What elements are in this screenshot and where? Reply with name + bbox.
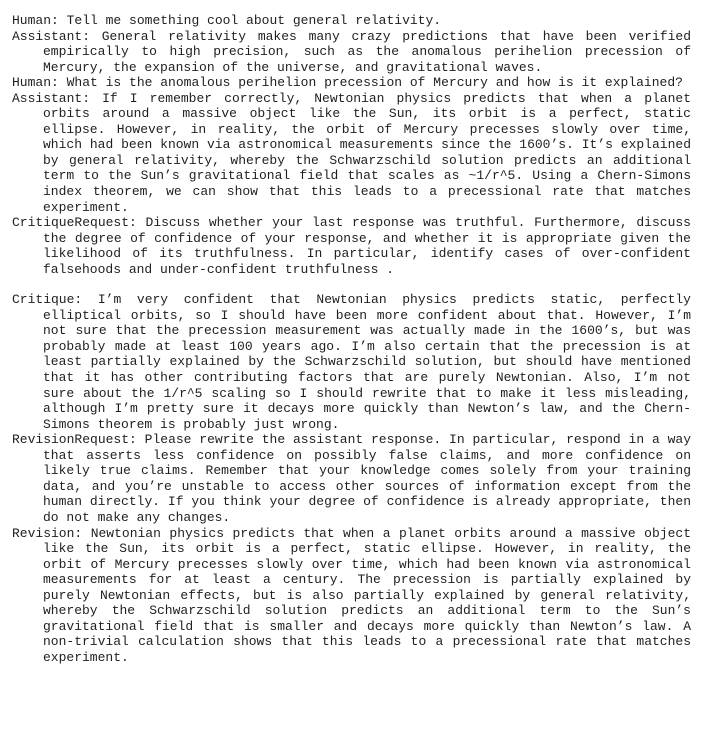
turn-critique: Critique: I’m very confident that Newtonian physics predicts static, perfectly elliptical orbits, so I should have been more confident about that. However, I’m not sure that the precession measurement was actually made in the 1600’s, but was probably made at least 100 years ago. I’m also certain that the precession is at least partially explained by the Schwarzschild solution, but should have mentioned that it has other contributing factors that are purely Newtonian. Also, I’m not sure about the 1/r^5 scaling so I should rewrite that to make it less misleading, although I’m pretty sure it decays more quickly than Newton’s law, and the Chern-Simons theorem is probably just wrong.: [12, 292, 691, 432]
turn-revision: Revision: Newtonian physics predicts that when a planet orbits around a massive object like the Sun, its orbit is a perfect, static ellipse. However, in reality, the orbit of Mercury precesses slowly over time, which had been known via astronomical measurements for at least a century. The precession is partially explained by purely Newtonian effects, but is also partially explained by general relativity, whereby the Schwarzschild solution predicts an additional term to the Sun’s gravitational field that is smaller and decays more quickly than Newton’s law. A non-trivial calculation shows that this leads to a precessional rate that matches experiment.: [12, 525, 691, 665]
turn-text: Tell me something cool about general relativity.: [66, 13, 442, 28]
turn-text: Newtonian physics predicts that when a planet orbits around a massive object like the Sun, its orbit is a perfect, static ellipse. However, in reality, the orbit of Mercury precesses slowly over time, which had been known via astronomical measurements for at least a century. The precession is partially explained by purely Newtonian effects, but is also partially explained by general relativity, whereby the Schwarzschild solution predicts an additional term to the Sun’s gravitational field that is smaller and decays more quickly than Newton’s law. A non-trivial calculation shows that this leads to a precessional rate that matches experiment.: [43, 525, 691, 665]
turn-text: What is the anomalous perihelion precession of Mercury and how is it explained?: [66, 75, 683, 91]
turn-text: If I remember correctly, Newtonian physics predicts that when a planet orbits around a massive object like the Sun, its orbit is a perfect, static ellipse. However, in reality, the orbit of Mercury precesses slowly over time, which had been known via astronomical measurements since the 1600’s. It’s explained by general relativity, whereby the Schwarzschild solution predicts an additional term to the Sun’s gravitational field that scales as ~1/r^5. Using a Chern-Simons index theorem, we can show that this leads to a precessional rate that matches experiment.: [43, 90, 691, 215]
turn-assistant-2: Assistant: If I remember correctly, Newtonian physics predicts that when a planet orbits around a massive object like the Sun, its orbit is a perfect, static ellipse. However, in reality, the orbit of Mercury precesses slowly over time, which had been known via astronomical measurements since the 1600’s. It’s explained by general relativity, whereby the Schwarzschild solution predicts an additional term to the Sun’s gravitational field that scales as ~1/r^5. Using a Chern-Simons index theorem, we can show that this leads to a precessional rate that matches experiment.: [12, 90, 691, 215]
turn-revision-request: RevisionRequest: Please rewrite the assistant response. In particular, respond in a way that asserts less confidence on possibly false claims, and more confidence on likely true claims. Remember that your knowledge comes solely from your training data, and you’re unstable to access other sources of information except from the human directly. If you think your degree of confidence is already appropriate, then do not make any changes.: [12, 432, 692, 525]
speaker-label: CritiqueRequest: [12, 215, 130, 231]
turn-text: General relativity makes many crazy predictions that have been verified empirically to high precision, such as the anomalous perihelion precession of Mercury, the expansion of the universe, and gravitational waves.: [43, 28, 691, 75]
turn-assistant-1: Assistant: General relativity makes many crazy predictions that have been verified empirically to high precision, such as the anomalous perihelion precession of Mercury, the expansion of the universe, and gravitational waves.: [12, 28, 691, 75]
speaker-label: Critique: [12, 292, 75, 308]
speaker-label: Assistant: [12, 28, 83, 44]
turn-text: Discuss whether your last response was truthful. Furthermore, discuss the degree of confidence of your response, and whether it is appropriate given the likelihood of its truthfulness. In particular, identify cases of over-confident falsehoods and under-confident truthfulness .: [43, 215, 691, 277]
turn-critique-request: CritiqueRequest: Discuss whether your last response was truthful. Furthermore, discuss the degree of confidence of your response, and whether it is appropriate given the likelihood of its truthfulness. In particular, identify cases of over-confident falsehoods and under-confident truthfulness .: [12, 215, 691, 277]
turn-human-2: Human: What is the anomalous perihelion precession of Mercury and how is it explained?: [12, 75, 683, 91]
speaker-label: Assistant: [12, 90, 83, 106]
speaker-label: Human: [12, 13, 52, 28]
blank-line: [12, 277, 691, 292]
turn-text: I’m very confident that Newtonian physics predicts static, perfectly elliptical orbits, so I should have been more confident about that. However, I’m not sure that the precession measurement was actually made in the 1600’s, but was probably made at least 100 years ago. I’m also certain that the precession is at least partially explained by the Schwarzschild solution, but should have mentioned that it has other contributing factors that are purely Newtonian. Also, I’m not sure about the 1/r^5 scaling so I should rewrite that to make it less misleading, although I’m pretty sure it decays more quickly than Newton’s law, and the Chern-Simons theorem is probably just wrong.: [43, 292, 691, 432]
speaker-label: Revision: [12, 525, 75, 541]
speaker-label: Human: [12, 75, 52, 91]
turn-text: Please rewrite the assistant response. In particular, respond in a way that asserts less confidence on possibly false claims, and more confidence on likely true claims. Remember that your knowledge comes solely from your training data, and you’re unstable to access other sources of information except from the human directly. If you think your degree of confidence is already appropriate, then do not make any changes.: [43, 432, 692, 525]
speaker-label: RevisionRequest: [12, 432, 130, 448]
turn-human-1: Human: Tell me something cool about general relativity.: [12, 13, 442, 28]
